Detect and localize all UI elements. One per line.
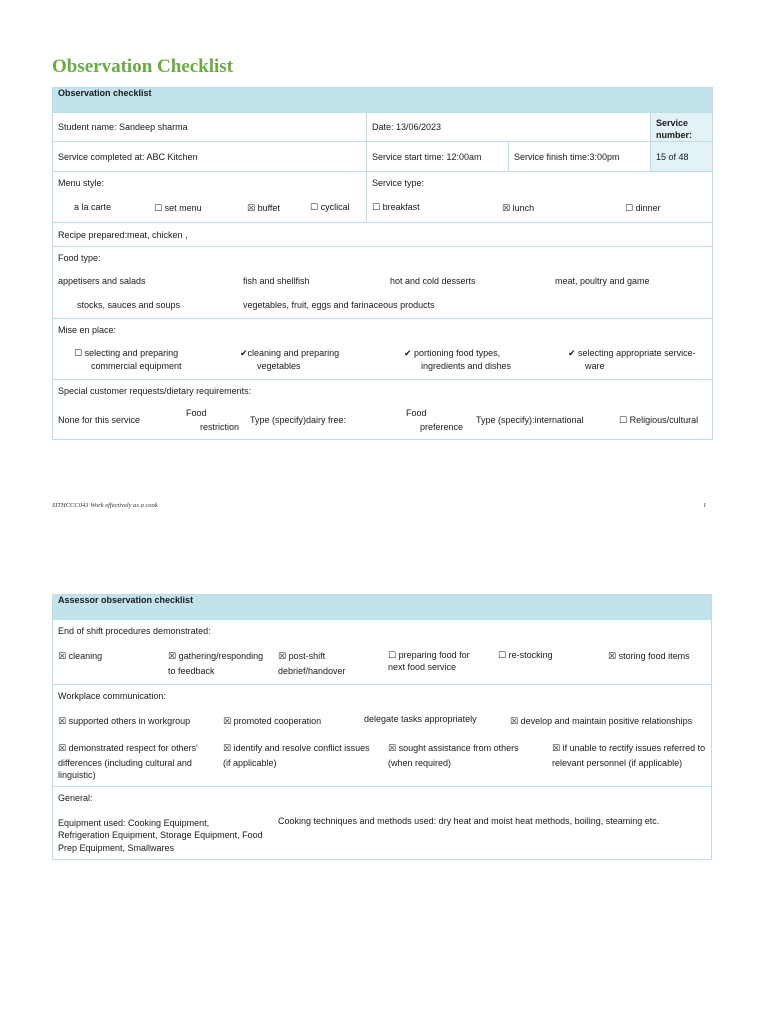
service-option: ☒ lunch bbox=[502, 203, 535, 213]
special-requests-label: Special customer requests/dietary requirements: bbox=[58, 386, 252, 396]
mise-en-place-label: Mise en place: bbox=[58, 325, 117, 335]
mise-item: ✔cleaning and preparing bbox=[240, 348, 340, 358]
food-type-item: stocks, sauces and soups bbox=[77, 300, 181, 310]
mise-en-place-cell bbox=[53, 319, 713, 380]
wc-item: ☒ supported others in workgroup bbox=[58, 716, 191, 726]
footer-course-code: SITHCCC043 Work effectively as a cook bbox=[52, 502, 158, 509]
food-type-item: fish and shellfish bbox=[243, 276, 310, 286]
food-type-item: appetisers and salads bbox=[58, 276, 146, 286]
service-option: ☐ dinner bbox=[625, 203, 661, 213]
menu-style-label: Menu style: bbox=[58, 178, 105, 188]
food-restriction-label: Food bbox=[186, 408, 207, 418]
service-type-label: Service type: bbox=[372, 178, 425, 188]
assessor-checklist-header: Assessor observation checklist bbox=[53, 595, 712, 620]
special-requests-cell bbox=[53, 380, 713, 440]
service-start-time: Service start time: 12:00am bbox=[367, 142, 509, 172]
type-international: Type (specify):international bbox=[476, 415, 584, 425]
date: Date: 13/06/2023 bbox=[367, 113, 651, 142]
food-type-label: Food type: bbox=[58, 253, 101, 263]
observation-checklist-header: Observation checklist bbox=[53, 88, 713, 113]
wc-item: relevant personnel (if applicable) bbox=[552, 758, 683, 768]
eos-item: ☒ storing food items bbox=[608, 651, 690, 661]
eos-item: debrief/handover bbox=[278, 666, 346, 676]
workplace-communication-label: Workplace communication: bbox=[58, 691, 166, 701]
student-name: Student name: Sandeep sharma bbox=[53, 113, 367, 142]
end-of-shift-label: End of shift procedures demonstrated: bbox=[58, 626, 211, 636]
food-preference-label: preference bbox=[420, 422, 464, 432]
service-option: ☐ breakfast bbox=[372, 202, 420, 212]
wc-item: delegate tasks appropriately bbox=[364, 714, 477, 724]
eos-item: to feedback bbox=[168, 666, 215, 676]
wc-item: differences (including cultural and bbox=[58, 758, 192, 768]
food-preference-label: Food bbox=[406, 408, 427, 418]
observation-checklist-table bbox=[52, 87, 713, 440]
mise-item: ware bbox=[585, 361, 605, 371]
eos-item: ☒ post-shift bbox=[278, 651, 326, 661]
general-cell bbox=[53, 787, 712, 860]
religious-cultural-option: ☐ Religious/cultural bbox=[619, 415, 699, 425]
equipment-used-line: Equipment used: Cooking Equipment, bbox=[58, 818, 210, 828]
eos-item: ☐ re-stocking bbox=[498, 650, 553, 660]
equipment-used-line: Prep Equipment, Smallwares bbox=[58, 843, 175, 853]
wc-item: ☒ sought assistance from others bbox=[388, 743, 519, 753]
wc-item: ☒ demonstrated respect for others' bbox=[58, 743, 198, 753]
menu-option: ☒ buffet bbox=[247, 203, 280, 213]
wc-item: ☒ promoted cooperation bbox=[223, 716, 322, 726]
wc-item: (if applicable) bbox=[223, 758, 277, 768]
food-restriction-label: restriction bbox=[200, 422, 240, 432]
equipment-used-line: Refrigeration Equipment, Storage Equipment, Food bbox=[58, 830, 263, 840]
service-finish-time: Service finish time:3:00pm bbox=[509, 142, 651, 172]
food-type-item: vegetables, fruit, eggs and farinaceous products bbox=[243, 300, 435, 310]
special-none: None for this service bbox=[58, 415, 141, 425]
service-completed-at: Service completed at: ABC Kitchen bbox=[53, 142, 367, 172]
mise-item: vegetables bbox=[257, 361, 301, 371]
wc-item: ☒ identify and resolve conflict issues bbox=[223, 743, 370, 753]
footer-page-number: 1 bbox=[703, 502, 707, 509]
mise-item: ☐ selecting and preparing bbox=[74, 348, 179, 358]
mise-item: ✔ selecting appropriate service- bbox=[568, 348, 696, 358]
wc-item: (when required) bbox=[388, 758, 452, 768]
general-label: General: bbox=[58, 793, 93, 803]
wc-item: linguistic) bbox=[58, 770, 96, 780]
food-type-item: meat, poultry and game bbox=[555, 276, 650, 286]
menu-option: ☐ cyclical bbox=[310, 202, 350, 212]
end-of-shift-cell bbox=[53, 620, 712, 685]
menu-option: a la carte bbox=[74, 202, 112, 212]
eos-item: ☒ gathering/responding bbox=[168, 651, 264, 661]
recipe-prepared: Recipe prepared:meat, chicken , bbox=[53, 223, 713, 247]
workplace-communication-cell bbox=[53, 685, 712, 787]
food-type-cell bbox=[53, 247, 713, 319]
mise-item: ✔ portioning food types, bbox=[404, 348, 501, 358]
service-number-label: Service number: bbox=[651, 113, 713, 142]
type-dairy-free: Type (specify)dairy free: bbox=[250, 415, 347, 425]
eos-item: ☐ preparing food for bbox=[388, 650, 470, 660]
food-type-item: hot and cold desserts bbox=[390, 276, 476, 286]
wc-item: ☒ develop and maintain positive relationships bbox=[510, 716, 693, 726]
page-title: Observation Checklist bbox=[52, 56, 234, 77]
mise-item: commercial equipment bbox=[91, 361, 182, 371]
eos-item: ☒ cleaning bbox=[58, 651, 103, 661]
wc-item: ☒ if unable to rectify issues referred to bbox=[552, 743, 706, 753]
service-type-cell bbox=[367, 172, 713, 223]
mise-item: ingredients and dishes bbox=[421, 361, 512, 371]
menu-style-cell bbox=[53, 172, 367, 223]
cooking-techniques: Cooking techniques and methods used: dry heat and moist heat methods, boiling, steaming etc. bbox=[278, 816, 660, 826]
service-number-value: 15 of 48 bbox=[651, 142, 713, 172]
eos-item: next food service bbox=[388, 662, 457, 672]
menu-option: ☐ set menu bbox=[154, 203, 202, 213]
assessor-observation-table bbox=[52, 594, 712, 860]
